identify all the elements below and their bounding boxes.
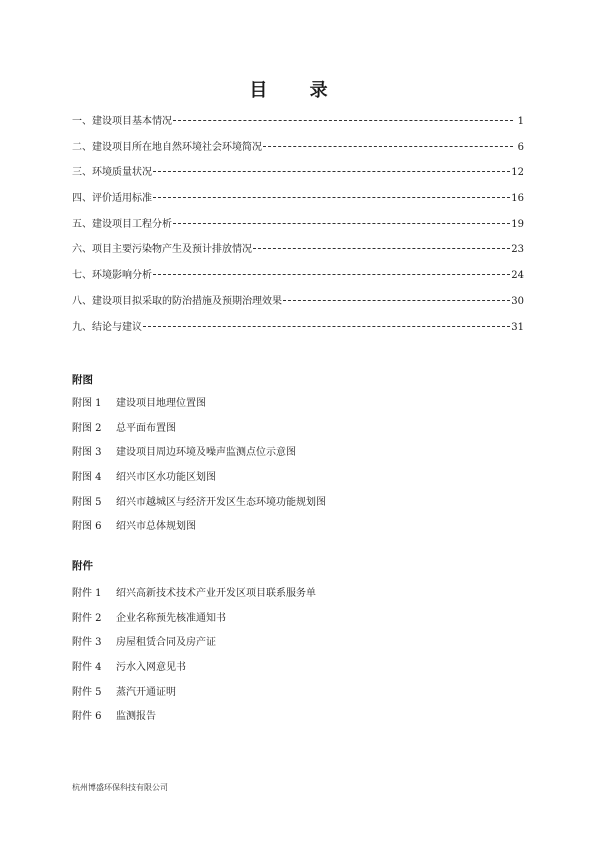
toc-entry-label: 五、建设项目工程分析 bbox=[72, 218, 172, 230]
attachment-item[interactable] bbox=[72, 584, 492, 609]
toc-leader-dots bbox=[263, 136, 513, 147]
attachment-item[interactable] bbox=[72, 707, 492, 732]
attachment-title: 绍兴高新技术技术产业开发区项目联系服务单 bbox=[116, 588, 316, 599]
toc-entry-label: 六、项目主要污染物产生及预计排放情况 bbox=[72, 244, 252, 256]
figure-title: 绍兴市越城区与经济开发区生态环境功能规划图 bbox=[116, 496, 326, 508]
toc-entry-label: 八、建设项目拟采取的防治措施及预期治理效果 bbox=[72, 295, 282, 307]
attachment-title: 蒸汽开通证明 bbox=[116, 686, 176, 698]
attachment-title: 企业名称预先核准通知书 bbox=[116, 612, 226, 624]
table-of-contents bbox=[72, 112, 524, 343]
attachment-number: 附件 2 bbox=[72, 612, 102, 624]
page-title: 目 录 bbox=[249, 80, 346, 101]
toc-entry-label: 三、环境质量状况 bbox=[72, 167, 152, 179]
toc-leader-dots bbox=[283, 290, 510, 301]
attachment-number: 附件 3 bbox=[72, 637, 102, 649]
attachment-number: 附件 1 bbox=[72, 588, 102, 599]
toc-entry-page: 23 bbox=[511, 244, 524, 256]
toc-entry[interactable] bbox=[72, 189, 524, 215]
toc-entry-label: 九、结论与建议 bbox=[72, 321, 142, 333]
attachment-item[interactable] bbox=[72, 658, 492, 683]
toc-entry-page: 1 bbox=[517, 116, 524, 127]
toc-leader-dots bbox=[173, 110, 513, 121]
attachment-title: 污水入网意见书 bbox=[116, 662, 186, 674]
toc-leader-dots bbox=[153, 161, 510, 172]
figure-item[interactable] bbox=[72, 517, 492, 542]
toc-entry-label: 七、环境影响分析 bbox=[72, 270, 152, 282]
figure-number: 附图 2 bbox=[72, 422, 102, 434]
figure-item[interactable] bbox=[72, 493, 492, 518]
attachment-title: 房屋租赁合同及房产证 bbox=[116, 637, 216, 649]
toc-leader-dots bbox=[153, 187, 510, 198]
toc-entry[interactable] bbox=[72, 318, 524, 344]
toc-entry[interactable] bbox=[72, 292, 524, 318]
attachment-title: 监测报告 bbox=[116, 711, 156, 723]
figure-item[interactable] bbox=[72, 419, 492, 444]
figure-item[interactable] bbox=[72, 443, 492, 468]
toc-entry-page: 30 bbox=[511, 295, 524, 307]
figure-number: 附图 4 bbox=[72, 472, 102, 484]
figure-number: 附图 1 bbox=[72, 398, 102, 409]
attachment-number: 附件 4 bbox=[72, 662, 102, 674]
attachment-number: 附件 5 bbox=[72, 686, 102, 698]
figure-item[interactable] bbox=[72, 394, 492, 419]
toc-entry[interactable] bbox=[72, 215, 524, 241]
figure-title: 建设项目周边环境及噪声监测点位示意图 bbox=[116, 447, 296, 459]
toc-leader-dots bbox=[153, 264, 510, 275]
toc-entry[interactable] bbox=[72, 163, 524, 189]
toc-entry[interactable] bbox=[72, 266, 524, 292]
figures-list bbox=[72, 394, 492, 542]
figure-title: 绍兴市区水功能区划图 bbox=[116, 472, 216, 484]
toc-entry[interactable] bbox=[72, 138, 524, 164]
toc-entry[interactable] bbox=[72, 240, 524, 266]
figure-title: 绍兴市总体规划图 bbox=[116, 521, 196, 533]
toc-leader-dots bbox=[173, 213, 510, 224]
figure-number: 附图 5 bbox=[72, 496, 102, 508]
company-footer: 杭州博盛环保科技有限公司 bbox=[72, 783, 168, 792]
toc-entry-page: 24 bbox=[511, 270, 524, 282]
toc-leader-dots bbox=[143, 316, 510, 327]
attachment-item[interactable] bbox=[72, 609, 492, 634]
toc-entry-label: 一、建设项目基本情况 bbox=[72, 116, 172, 127]
attachment-item[interactable] bbox=[72, 683, 492, 708]
toc-entry-label: 四、评价适用标准 bbox=[72, 193, 152, 205]
figure-item[interactable] bbox=[72, 468, 492, 493]
toc-entry-page: 6 bbox=[517, 141, 524, 153]
attachment-number: 附件 6 bbox=[72, 711, 102, 723]
figures-heading: 附图 bbox=[72, 374, 93, 386]
attachments-heading: 附件 bbox=[72, 560, 93, 572]
attachment-item[interactable] bbox=[72, 633, 492, 658]
figure-number: 附图 6 bbox=[72, 521, 102, 533]
toc-entry-page: 19 bbox=[511, 218, 524, 230]
figure-title: 总平面布置图 bbox=[116, 422, 176, 434]
toc-entry-page: 16 bbox=[511, 193, 524, 205]
toc-entry-page: 31 bbox=[511, 321, 524, 333]
figure-title: 建设项目地理位置图 bbox=[116, 398, 206, 409]
figure-number: 附图 3 bbox=[72, 447, 102, 459]
toc-entry[interactable] bbox=[72, 112, 524, 138]
toc-entry-page: 12 bbox=[511, 167, 524, 179]
attachments-list bbox=[72, 584, 492, 732]
toc-entry-label: 二、建设项目所在地自然环境社会环境简况 bbox=[72, 141, 262, 153]
toc-leader-dots bbox=[253, 238, 510, 249]
